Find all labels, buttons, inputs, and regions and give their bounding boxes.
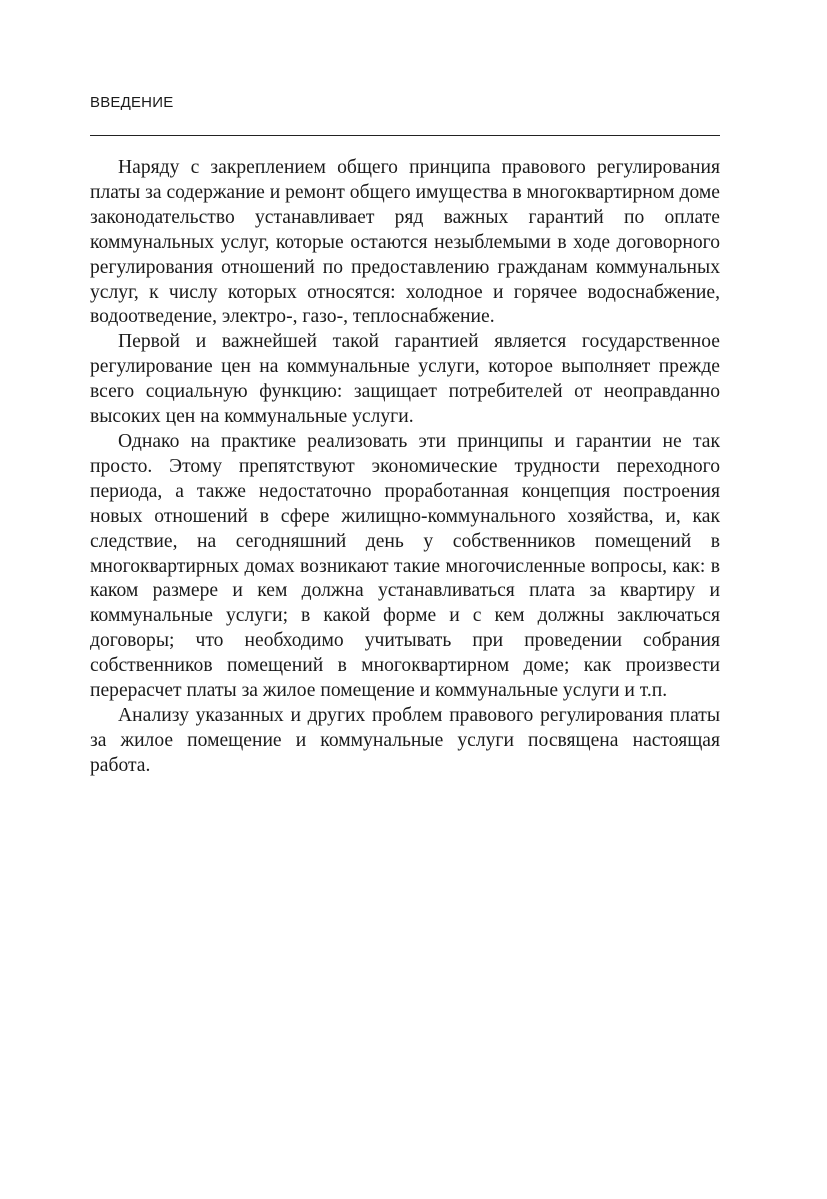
paragraph-4: Анализу указанных и других проблем правового регулирования платы за жилое помещение и коммунальные услуги посвящена настоящая работа. xyxy=(90,704,720,776)
paragraph-2: Первой и важнейшей такой гарантией является государственное регулирование цен на коммунальные услуги, которое выполняет прежде всего социальную функцию: защищает потребителей от неоправданно высоких цен на коммунальные услуги. xyxy=(90,331,720,428)
running-head-title: ВВЕДЕНИЕ xyxy=(90,94,174,111)
paragraph-1: Наряду с закреплением общего принципа правового регулирования платы за содержание и ремонт общего имущества в многоквартирном доме законодательство устанавливает ряд важных гарантий по оплате коммунальных услуг, которые остаются незыблемыми в ходе договорного регулирования отношений по предоставлению гражданам коммунальных услуг, к числу которых относятся: холодное и горячее водоснабжение, водоотведение, электро-, газо-, теплоснабжение. xyxy=(90,157,720,328)
header-divider xyxy=(90,135,720,136)
paragraph-3: Однако на практике реализовать эти принципы и гарантии не так просто. Этому препятствуют экономические трудности переходного периода, а также недостаточно проработанная концепция построения новых отношений в сфере жилищно-коммунального хозяйства, и, как следствие, на сегодняшний день у собственников помещений в многоквартирных домах возникают такие многочисленные вопросы, как: в каком размере и кем должна устанавливаться плата за квартиру и коммунальные услуги; в какой форме и с кем должны заключаться договоры; что необходимо учитывать при проведении собрания собственников помещений в многоквартирном доме; как произвести перерасчет платы за жилое помещение и коммунальные услуги и т.п. xyxy=(90,430,720,702)
body-text xyxy=(90,156,720,779)
